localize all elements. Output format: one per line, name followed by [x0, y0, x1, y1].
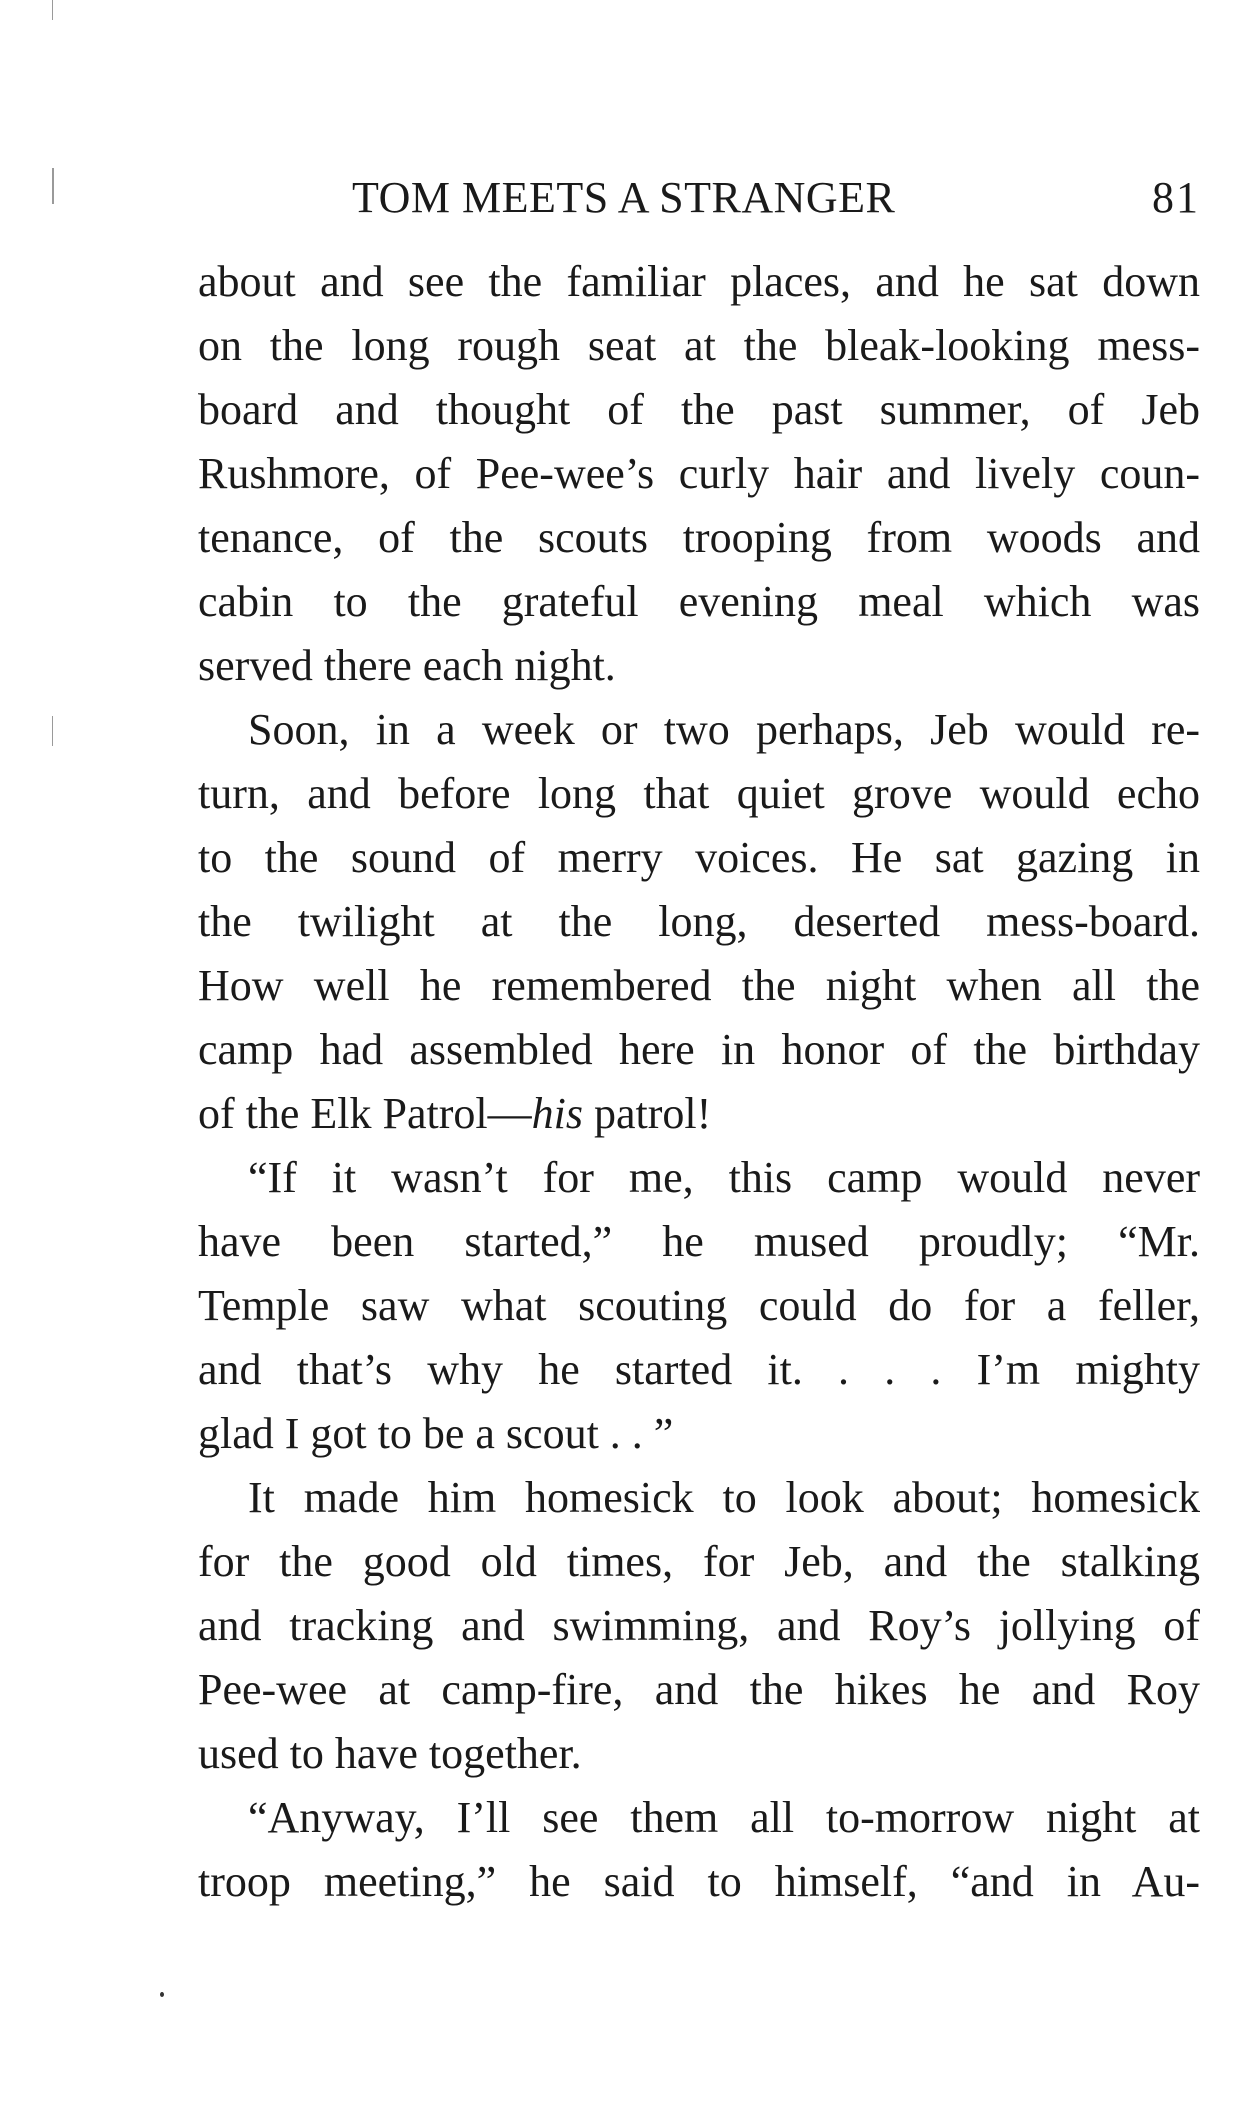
- text-line: It made him homesick to look about; homesick: [248, 1473, 1200, 1522]
- text-line: the twilight at the long, deserted mess-board.: [198, 897, 1200, 946]
- text-line: board and thought of the past summer, of Jeb: [198, 385, 1200, 434]
- running-title: TOM MEETS A STRANGER: [352, 173, 896, 222]
- margin-mark: [52, 168, 54, 204]
- text-line: tenance, of the scouts trooping from woods and: [198, 513, 1200, 562]
- text-line: on the long rough seat at the bleak-looking mess-: [198, 321, 1200, 370]
- text-line: How well he remembered the night when all the: [198, 961, 1200, 1010]
- text-line: for the good old times, for Jeb, and the stalking: [198, 1537, 1200, 1586]
- scan-speck: [160, 1992, 164, 1997]
- text-line: troop meeting,” he said to himself, “and in Au-: [198, 1857, 1200, 1906]
- patrol-text-emphasis: his: [531, 1089, 583, 1138]
- patrol-text-before: of the Elk Patrol—: [198, 1089, 532, 1138]
- text-line: camp had assembled here in honor of the birthday: [198, 1025, 1200, 1074]
- text-line: Soon, in a week or two perhaps, Jeb would re-: [248, 705, 1200, 754]
- text-line: to the sound of merry voices. He sat gazing in: [198, 833, 1200, 882]
- text-line: used to have together.: [198, 1729, 582, 1778]
- page-number: 81: [1152, 173, 1200, 222]
- margin-mark: [52, 0, 53, 20]
- text-line: “Anyway, I’ll see them all to-morrow night at: [248, 1793, 1200, 1842]
- text-line: “If it wasn’t for me, this camp would never: [248, 1153, 1200, 1202]
- text-line-patrol: [198, 1082, 1200, 1146]
- text-line: served there each night.: [198, 641, 616, 690]
- patrol-text-after: patrol!: [582, 1089, 712, 1138]
- text-line: Temple saw what scouting could do for a feller,: [198, 1281, 1200, 1330]
- margin-mark: [52, 716, 53, 746]
- text-line: about and see the familiar places, and he sat down: [198, 257, 1200, 306]
- text-line: and tracking and swimming, and Roy’s jollying of: [198, 1601, 1200, 1650]
- text-line: cabin to the grateful evening meal which was: [198, 577, 1200, 626]
- body-text: [198, 250, 1200, 1914]
- text-line: turn, and before long that quiet grove would echo: [198, 769, 1200, 818]
- page-header: [200, 168, 1200, 228]
- text-line: have been started,” he mused proudly; “Mr.: [198, 1217, 1200, 1266]
- text-line: Pee-wee at camp-fire, and the hikes he and Roy: [198, 1665, 1200, 1714]
- text-line: glad I got to be a scout . . ”: [198, 1409, 674, 1458]
- text-line: and that’s why he started it. . . . I’m mighty: [198, 1345, 1200, 1394]
- text-line: Rushmore, of Pee-wee’s curly hair and lively coun-: [198, 449, 1200, 498]
